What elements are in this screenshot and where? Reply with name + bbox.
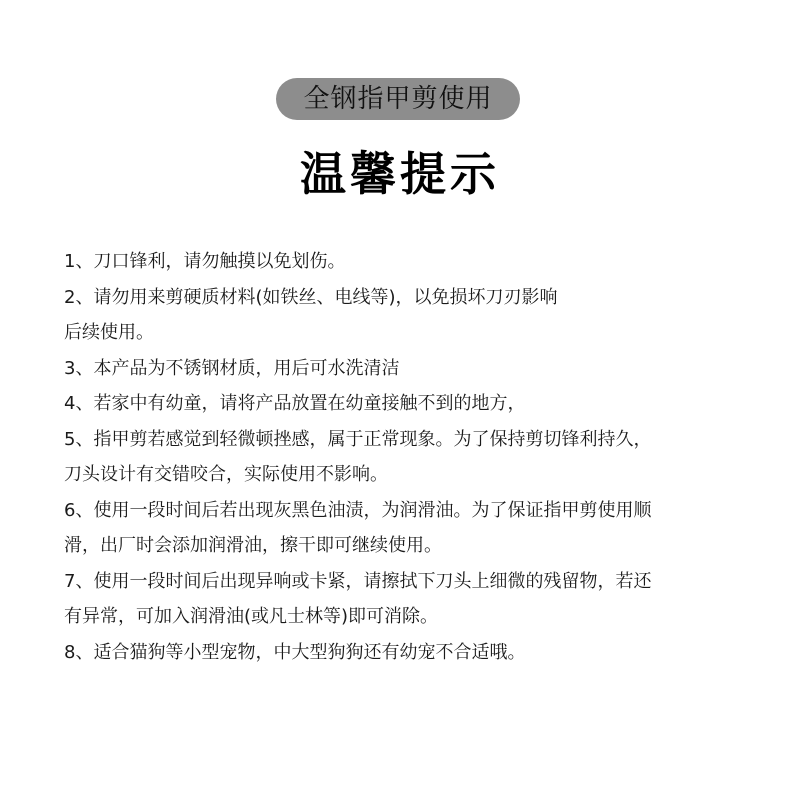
tip-line: 刀头设计有交错咬合，实际使用不影响。 xyxy=(64,464,388,485)
tip-line: 8、适合猫狗等小型宠物，中大型狗狗还有幼宠不合适哦。 xyxy=(64,641,526,663)
tip-line: 4、若家中有幼童，请将产品放置在幼童接触不到的地方， xyxy=(64,393,526,414)
tips-list xyxy=(64,244,754,670)
product-tag-text: 全钢指甲剪使用 xyxy=(303,84,493,114)
tip-line: 有异常，可加入润滑油(或凡士林等)即可消除。 xyxy=(64,606,439,627)
tip-line: 滑，出厂时会添加润滑油，擦干即可继续使用。 xyxy=(64,535,442,556)
tip-line: 3、本产品为不锈钢材质，用后可水洗清洁 xyxy=(64,357,400,379)
tip-line: 7、使用一段时间后出现异响或卡紧，请擦拭下刀头上细微的残留物，若还 xyxy=(64,570,652,592)
tip-line: 2、请勿用来剪硬质材料(如铁丝、电线等)，以免损坏刀刃影响 xyxy=(64,286,558,308)
tip-line: 后续使用。 xyxy=(64,322,154,343)
product-tag-badge xyxy=(276,78,520,120)
page-title: 温馨提示 xyxy=(300,147,500,201)
tip-line: 5、指甲剪若感觉到轻微顿挫感，属于正常现象。为了保持剪切锋利持久， xyxy=(64,428,652,450)
tip-line: 1、刀口锋利，请勿触摸以免划伤。 xyxy=(64,251,346,272)
tip-line: 6、使用一段时间后若出现灰黑色油渍，为润滑油。为了保证指甲剪使用顺 xyxy=(64,499,652,521)
